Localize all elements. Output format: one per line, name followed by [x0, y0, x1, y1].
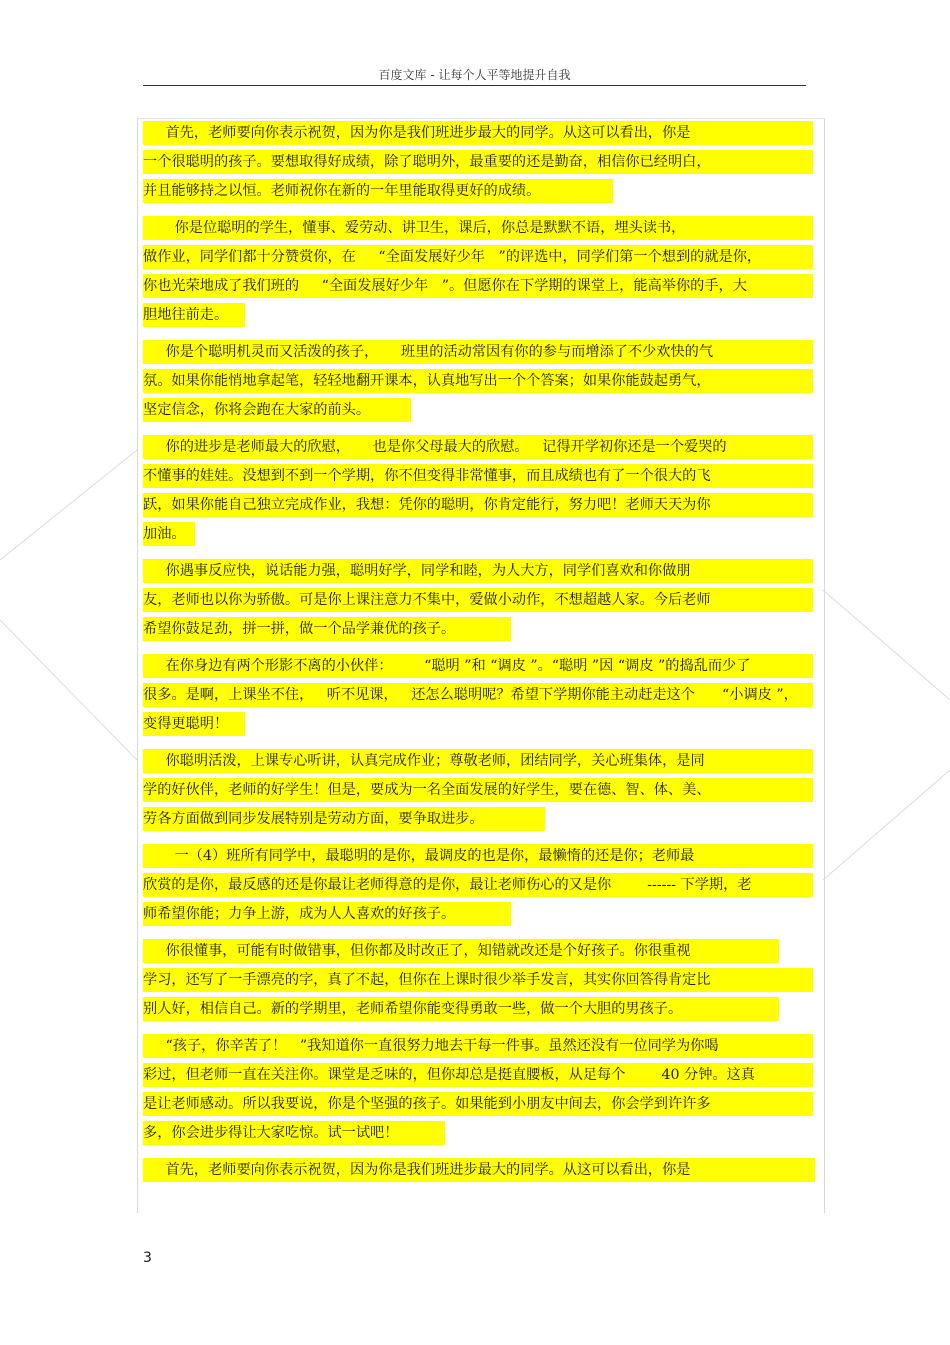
highlighted-text-line: 并且能够持之以恒。老师祝你在新的一年里能取得更好的成绩。: [143, 179, 613, 203]
highlighted-text-line: 首先，老师要向你表示祝贺，因为你是我们班进步最大的同学。从这可以看出，你是: [143, 121, 813, 145]
highlighted-text-line: 劳各方面做到同步发展特别是劳动方面，要争取进步。: [143, 807, 545, 831]
highlighted-text-line: 不懂事的娃娃。没想到不到一个学期，你不但变得非常懂事，而且成绩也有了一个很大的飞: [143, 464, 813, 488]
highlighted-text-line: 一个很聪明的孩子。要想取得好成绩，除了聪明外，最重要的还是勤奋，相信你已经明白，: [143, 150, 813, 174]
highlighted-text-line: 在你身边有两个形影不离的小伙伴： “聪明 ”和 “调皮 ”。“聪明 ”因 “调皮 ”的捣乱而少了: [143, 654, 813, 678]
header-divider: [143, 85, 806, 86]
highlighted-text-line: 氛。如果你能悄地拿起笔，轻轻地翻开课本，认真地写出一个个答案；如果你能鼓起勇气，: [143, 369, 813, 393]
highlighted-text-line: 变得更聪明！: [143, 712, 245, 736]
highlighted-text-line: 很多。是啊，上课坐不住， 听不见课， 还怎么聪明呢？希望下学期你能主动赶走这个 “小调皮 ”，: [143, 683, 813, 707]
highlighted-text-line: 首先，老师要向你表示祝贺，因为你是我们班进步最大的同学。从这可以看出，你是: [143, 1158, 815, 1182]
highlighted-text-line: 跃，如果你能自己独立完成作业，我想：凭你的聪明，你肯定能行，努力吧！老师天天为你: [143, 493, 813, 517]
highlighted-text-line: 你是个聪明机灵而又活泼的孩子， 班里的活动常因有你的参与而增添了不少欢快的气: [143, 340, 813, 364]
comment-paragraph: [143, 216, 815, 327]
comment-paragraph: [143, 844, 815, 926]
highlighted-text-line: 你的进步是老师最大的欣慰， 也是你父母最大的欣慰。 记得开学初你还是一个爱哭的: [143, 435, 813, 459]
highlighted-text-line: 你是位聪明的学生，懂事、爱劳动、讲卫生，课后，你总是默默不语，埋头读书，: [143, 216, 813, 240]
comment-paragraph: [143, 749, 815, 831]
highlighted-text-line: 希望你鼓足劲，拼一拼，做一个品学兼优的孩子。: [143, 617, 511, 641]
highlighted-text-line: 做作业，同学们都十分赞赏你，在 “全面发展好少年 ”的评选中，同学们第一个想到的就是你，: [143, 245, 813, 269]
highlighted-text-line: 欣赏的是你，最反感的还是你最让老师得意的是你，最让老师伤心的又是你 ------ 下学期，老: [143, 873, 813, 897]
page-number: 3: [143, 1250, 152, 1266]
comment-paragraph: [143, 340, 815, 422]
highlighted-text-line: 是让老师感动。所以我要说，你是个坚强的孩子。如果能到小朋友中间去，你会学到许许多: [143, 1092, 813, 1116]
highlighted-text-line: 别人好，相信自己。新的学期里，老师希望你能变得勇敢一些，做一个大胆的男孩子。: [143, 997, 779, 1021]
highlighted-text-line: 你也光荣地成了我们班的 “全面发展好少年 ”。但愿你在下学期的课堂上，能高举你的手，大: [143, 274, 813, 298]
highlighted-text-line: 坚定信念，你将会跑在大家的前头。: [143, 398, 411, 422]
comment-paragraph: [143, 559, 815, 641]
comment-paragraph: [143, 1158, 815, 1182]
highlighted-text-line: 师希望你能；力争上游，成为人人喜欢的好孩子。: [143, 902, 511, 926]
comment-paragraph: [143, 121, 815, 203]
comment-paragraph: [143, 435, 815, 546]
highlighted-text-line: 加油。: [143, 522, 195, 546]
highlighted-text-line: 你聪明活泼，上课专心听讲，认真完成作业；尊敬老师，团结同学，关心班集体，是同: [143, 749, 813, 773]
comment-paragraph: [143, 1034, 815, 1145]
highlighted-text-line: 学的好伙伴，老师的好学生！但是，要成为一名全面发展的好学生，要在德、智、体、美、: [143, 778, 813, 802]
document-body: [143, 121, 815, 1195]
highlighted-text-line: 学习，还写了一手漂亮的字，真了不起，但你在上课时很少举手发言，其实你回答得肯定比: [143, 968, 813, 992]
page-header: 百度文库 - 让每个人平等地提升自我: [378, 68, 571, 82]
highlighted-text-line: “孩子，你辛苦了！ ”我知道你一直很努力地去干每一件事。虽然还没有一位同学为你喝: [143, 1034, 813, 1058]
highlighted-text-line: 一（4）班所有同学中，最聪明的是你，最调皮的也是你，最懒惰的还是你；老师最: [143, 844, 813, 868]
comment-paragraph: [143, 654, 815, 736]
highlighted-text-line: 你很懂事，可能有时做错事，但你都及时改正了，知错就改还是个好孩子。你很重视: [143, 939, 779, 963]
comment-paragraph: [143, 939, 815, 1021]
highlighted-text-line: 彩过，但老师一直在关注你。课堂是乏味的，但你却总是挺直腰板，从足每个 40 分钟。这真: [143, 1063, 813, 1087]
highlighted-text-line: 友，老师也以你为骄傲。可是你上课注意力不集中，爱做小动作，不想超越人家。今后老师: [143, 588, 813, 612]
highlighted-text-line: 多，你会进步得让大家吃惊。试一试吧！: [143, 1121, 445, 1145]
highlighted-text-line: 胆地往前走。: [143, 303, 245, 327]
highlighted-text-line: 你遇事反应快，说话能力强，聪明好学，同学和睦，为人大方，同学们喜欢和你做朋: [143, 559, 813, 583]
